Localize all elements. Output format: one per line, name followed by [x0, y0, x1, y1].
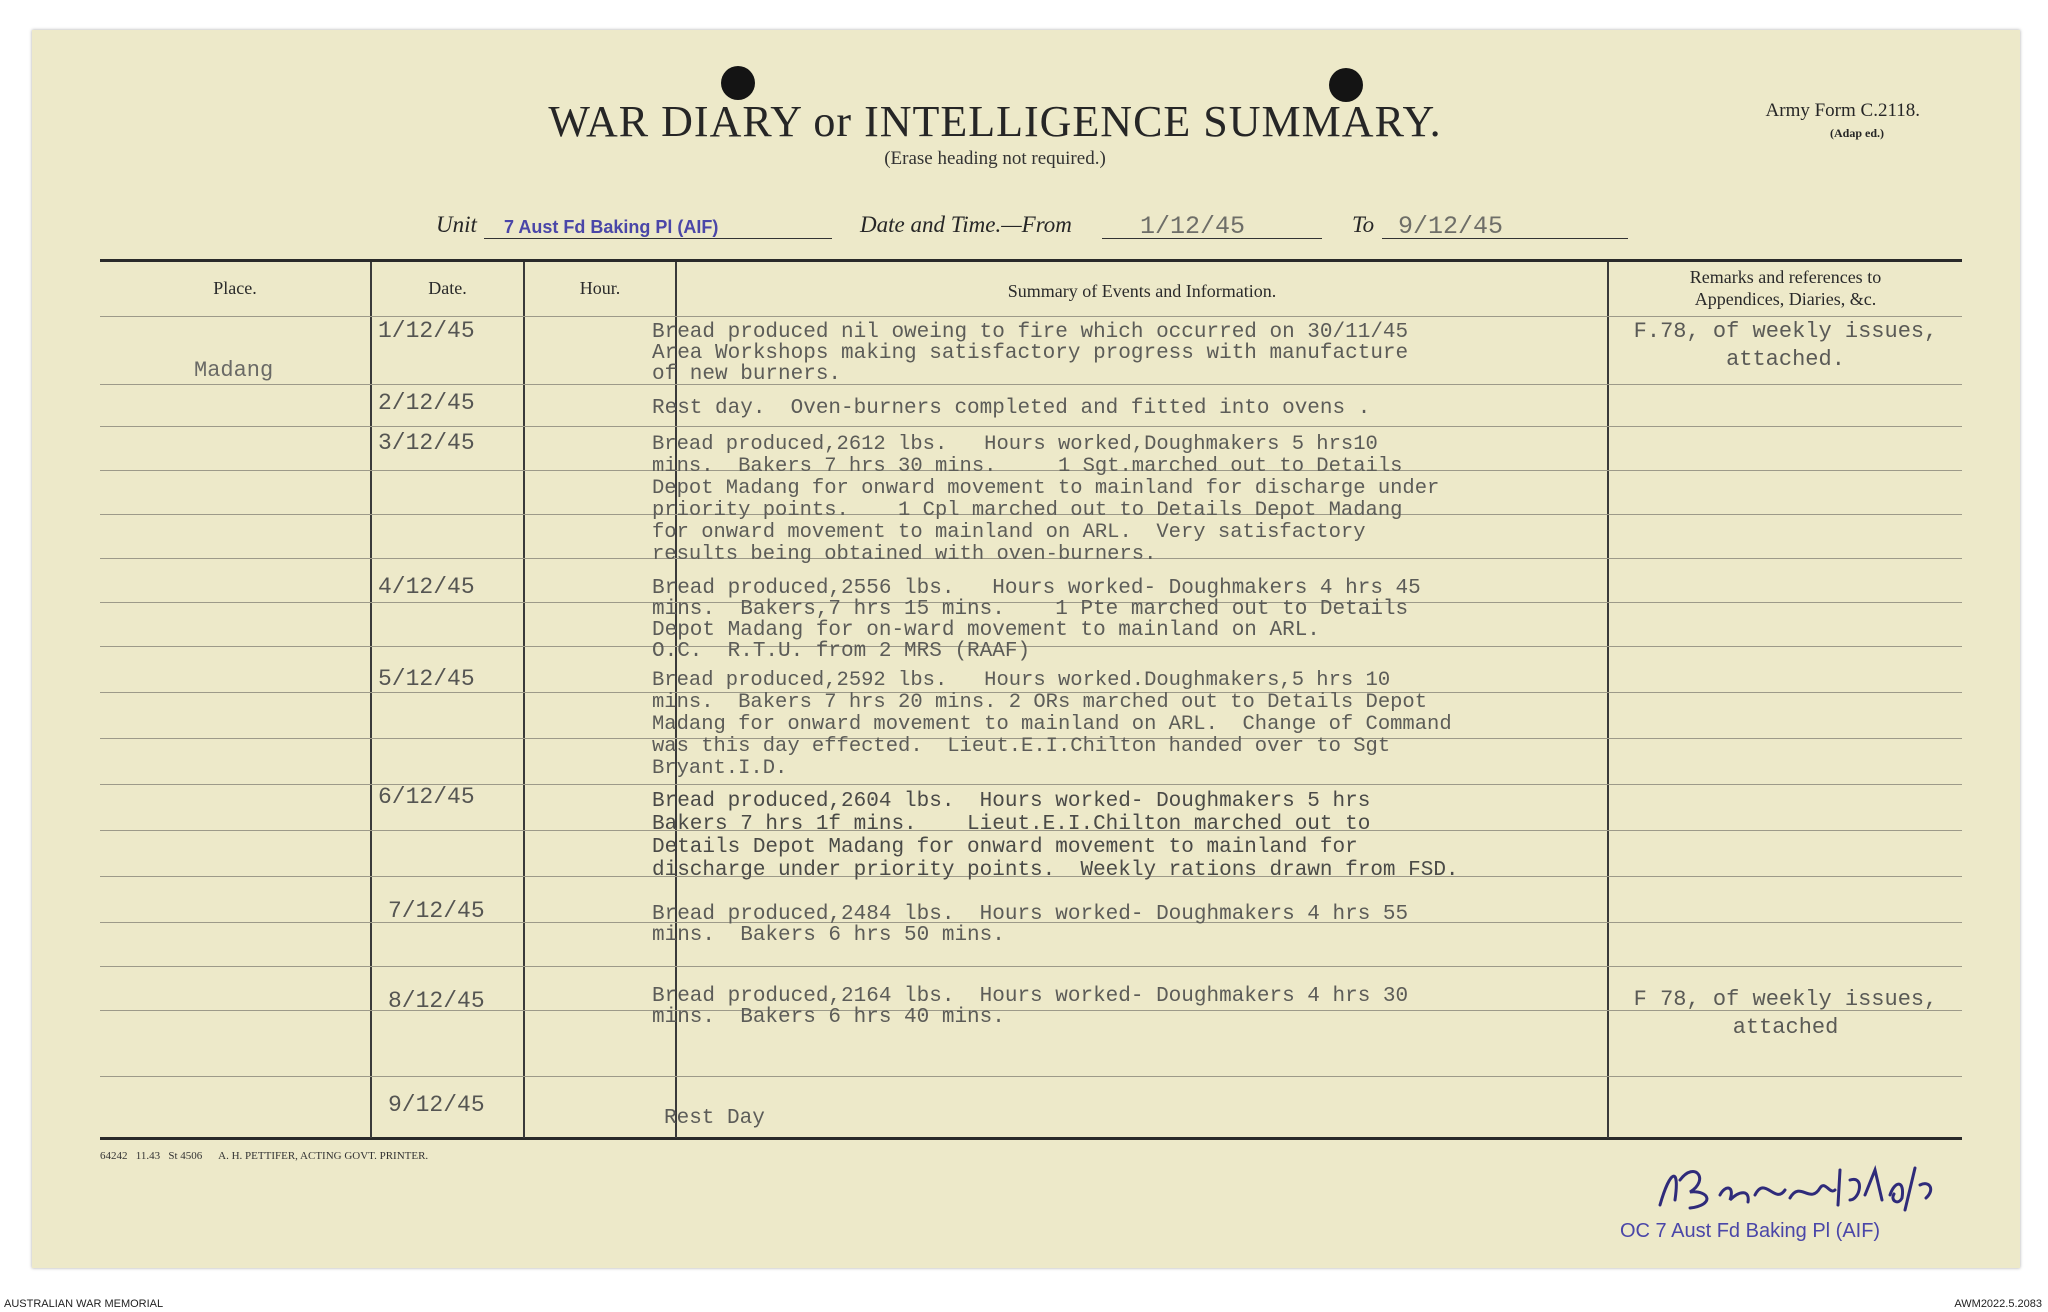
column-header-hour: Hour. — [579, 278, 621, 298]
unit-underline — [484, 238, 832, 239]
entry-remark: F.78, of weekly issues, attached. — [1633, 319, 1938, 372]
column-header-date: Date. — [428, 278, 467, 298]
ruled-line — [100, 426, 1962, 427]
entry-date: 8/12/45 — [388, 988, 485, 1014]
remarks-header-line-1: Remarks and references to — [1689, 267, 1882, 287]
entry-date: 2/12/45 — [378, 390, 475, 416]
entry-date: 1/12/45 — [378, 318, 475, 344]
entry-summary: Bread produced,2164 lbs. Hours worked- Doughmakers 4 hrs 30 mins. Bakers 6 hrs 40 mins. — [652, 985, 1409, 1029]
column-header-remarks — [1609, 266, 1962, 310]
signature-stamp: OC 7 Aust Fd Baking Pl (AIF) — [1620, 1220, 1881, 1242]
unit-label: Unit — [436, 212, 477, 237]
entry-summary: Bread produced,2556 lbs. Hours worked- Doughmakers 4 hrs 45 mins. Bakers,7 hrs 15 mins. 1 Pte marched out to Details Depot Madang for on-ward movement to mainland on ARL. O.C. R.T.U. from 2 MRS (RAAF) — [652, 577, 1421, 663]
date-time-label: Date and Time.—From — [860, 212, 1072, 237]
date-to-value: 9/12/45 — [1398, 212, 1504, 241]
entry-date: 6/12/45 — [378, 784, 475, 810]
entry-date: 4/12/45 — [378, 574, 475, 600]
unit-value: 7 Aust Fd Baking Pl (AIF) — [504, 217, 719, 237]
ruled-line — [100, 316, 1962, 317]
entry-remark: F 78, of weekly issues, attached — [1633, 987, 1938, 1040]
entry-date: 3/12/45 — [378, 430, 475, 456]
form-title: WAR DIARY or INTELLIGENCE SUMMARY. — [548, 97, 1442, 146]
form-subtitle: (Erase heading not required.) — [884, 148, 1106, 169]
entry-summary: Rest Day — [664, 1107, 765, 1130]
ruled-line — [100, 966, 1962, 967]
table-bottom-rule — [100, 1137, 1962, 1140]
entry-summary: Bread produced,2592 lbs. Hours worked.Doughmakers,5 hrs 10 mins. Bakers 7 hrs 20 mins. 2 ORs marched out to Details Depot Madang for onward movement to mainland on ARL. Change of Command was this day effected. Lieut.E.I.Chilton handed over to Sgt Bryant.I.D. — [652, 669, 1452, 780]
entry-date: 9/12/45 — [388, 1092, 485, 1118]
entry-date: 5/12/45 — [378, 666, 475, 692]
signature — [1650, 1150, 1950, 1220]
place-value: Madang — [194, 358, 274, 383]
table-top-rule — [100, 259, 1962, 262]
date-to-label: To — [1352, 212, 1375, 237]
entry-date: 7/12/45 — [388, 898, 485, 924]
date-from-value: 1/12/45 — [1140, 212, 1246, 241]
archive-credit: AUSTRALIAN WAR MEMORIAL — [4, 1298, 164, 1310]
column-header-place: Place. — [213, 278, 257, 298]
archive-reference: AWM2022.5.2083 — [1954, 1298, 2042, 1310]
army-form-label: Army Form C.2118. — [1765, 100, 1920, 121]
army-form-number — [1720, 100, 1920, 144]
column-divider-date — [523, 262, 525, 1138]
column-header-summary: Summary of Events and Information. — [1007, 281, 1277, 301]
entry-summary: Bread produced,2612 lbs. Hours worked,Doughmakers 5 hrs10 mins. Bakers 7 hrs 30 mins. 1 Sgt.marched out to Details Depot Madang for onward movement to mainland for discharge under priority points. 1 Cpl marched out to Details Depot Madang for onward movement to mainland on ARL. Very satisfactory results being obtained with oven-burners. — [652, 433, 1440, 566]
punch-hole-left — [721, 66, 755, 100]
ruled-line — [100, 1076, 1962, 1077]
column-divider-place — [370, 262, 372, 1138]
entry-summary: Bread produced nil oweing to fire which occurred on 30/11/45 Area Workshops making satisfactory progress with manufacture of new burners. — [652, 321, 1409, 386]
remarks-header-line-2: Appendices, Diaries, &c. — [1694, 289, 1877, 309]
entry-summary: Bread produced,2484 lbs. Hours worked- Doughmakers 4 hrs 55 mins. Bakers 6 hrs 50 mins. — [652, 903, 1409, 947]
printer-imprint: 64242 11.43 St 4506 A. H. PETTIFER, ACTING GOVT. PRINTER. — [100, 1150, 429, 1162]
army-form-sub: (Adap ed.) — [1829, 126, 1884, 140]
entry-summary: Rest day. Oven-burners completed and fitted into ovens . — [652, 397, 1371, 420]
entry-summary: Bread produced,2604 lbs. Hours worked- Doughmakers 5 hrs Bakers 7 hrs 1f mins. Lieut.E.I.Chilton marched out to Details Depot Madang for onward movement to mainland for discharge under priority points. Weekly rations drawn from FSD. — [652, 790, 1459, 882]
